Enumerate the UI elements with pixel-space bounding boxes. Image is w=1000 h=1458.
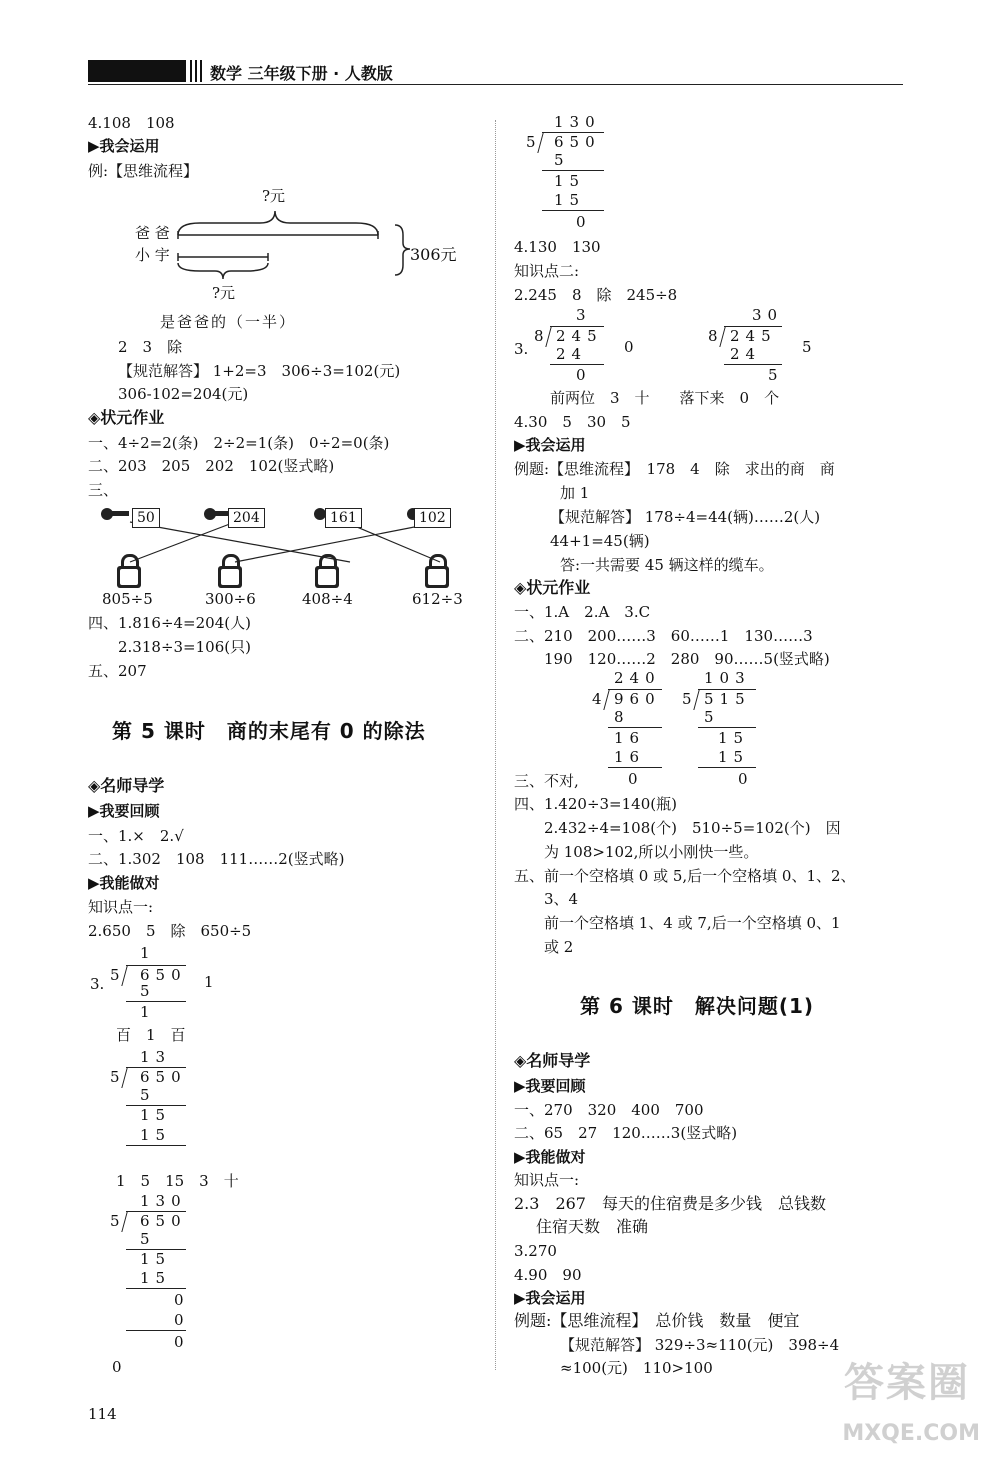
dividend: 960 [614, 690, 661, 708]
answer-line: 一、270 320 400 700 [514, 1101, 704, 1119]
division-rule [698, 727, 756, 728]
dividend: 515 [704, 690, 751, 708]
remainder-row: 0 [576, 213, 592, 231]
remainder-row: 15 [554, 172, 586, 190]
answer-line: 4.108 108 [88, 114, 175, 132]
quotient: 103 [704, 669, 751, 687]
remainder-row: 5 [554, 151, 570, 169]
divisor: 5 [110, 1212, 126, 1230]
answer-line: 3. [514, 340, 529, 358]
diagram-label: ?元 [262, 187, 286, 205]
answer-line: 答:一共需要 45 辆这样的缆车。 [560, 556, 774, 574]
answer-line: 五、207 [88, 662, 147, 680]
answer-line: 二、203 205 202 102(竖式略) [88, 457, 335, 475]
answer-line: 2 3 除 [118, 338, 183, 356]
diagram-note: 是爸爸的（一半） [160, 313, 297, 331]
remainder-row: 15 [718, 748, 750, 766]
answer-line: 前一个空格填 1、4 或 7,后一个空格填 0、1 [544, 914, 841, 932]
division-rule [126, 1001, 186, 1002]
lock-icon [218, 566, 242, 588]
diagram-label: ?元 [212, 284, 236, 302]
answer-line: ≈100(元) 110>100 [560, 1359, 713, 1377]
answer-line: 3. [90, 975, 105, 993]
quotient: 13 [140, 1048, 172, 1066]
section-heading: ▶我能做对 [88, 874, 160, 892]
answer-line: 二、65 27 120……3(竖式略) [514, 1124, 738, 1142]
answer-line: 例题:【思维流程】 178 4 除 求出的商 商 [514, 460, 835, 478]
quotient: 3 [576, 306, 592, 324]
quotient: 130 [554, 113, 601, 131]
answer-line: 一、1.A 2.A 3.C [514, 603, 651, 621]
header-tick [200, 60, 202, 82]
dividend: 650 [140, 1212, 187, 1230]
answer-line: 二、1.302 108 111……2(竖式略) [88, 850, 345, 868]
side-value: 0 [624, 338, 634, 356]
divisor: 5 [110, 966, 126, 984]
lock-expression: 612÷3 [412, 590, 463, 608]
section-heading: ▶我能做对 [514, 1148, 586, 1166]
remainder-row: 16 [614, 729, 646, 747]
dividend: 650 [554, 133, 601, 151]
answer-line: 2.245 8 除 245÷8 [514, 286, 678, 304]
header-rule [88, 84, 903, 85]
key-value: 161 [325, 508, 362, 528]
remainder-row: 5 [704, 708, 720, 726]
answer-line: 例题:【思维流程】 总价钱 数量 便宜 [514, 1311, 800, 1330]
quotient: 30 [752, 306, 784, 324]
answer-line: 二、210 200……3 60……1 130……3 [514, 627, 813, 645]
division-rule [608, 727, 662, 728]
divisor: 5 [526, 133, 542, 151]
answer-line: 190 120……2 280 90……5(竖式略) [544, 650, 830, 668]
remainder-row: 24 [556, 345, 588, 363]
answer-line: 4.90 90 [514, 1266, 582, 1284]
division-rule [542, 170, 604, 171]
remainder-row: 0 [174, 1291, 190, 1309]
quotient: 240 [614, 669, 661, 687]
answer-line: 三、 [88, 481, 119, 499]
section-heading: ◈状元作业 [514, 578, 591, 597]
watermark-logo: 答案圈 [844, 1360, 970, 1406]
answer-line: 3.270 [514, 1242, 557, 1260]
answer-line: 知识点一: [88, 898, 154, 916]
answer-line: 【规范解答】 329÷3≈110(元) 398÷4 [560, 1336, 840, 1354]
lock-icon [425, 566, 449, 588]
remainder-row: 0 [628, 770, 644, 788]
divisor: 8 [534, 327, 550, 345]
answer-line: 一、4÷2=2(条) 2÷2=1(条) 0÷2=0(条) [88, 434, 390, 452]
answer-line: 0 [112, 1358, 122, 1376]
side-value: 1 [204, 973, 214, 991]
remainder-row: 15 [554, 191, 586, 209]
answer-line: 4.130 130 [514, 238, 601, 256]
header-tick [190, 60, 192, 82]
division-rule [724, 364, 782, 365]
section-heading: ▶我会运用 [88, 137, 160, 155]
remainder-row: 0 [174, 1311, 190, 1329]
lock-expression: 300÷6 [205, 590, 256, 608]
header-black-bar [88, 60, 186, 82]
remainder-row: 0 [576, 366, 592, 384]
answer-line: 知识点一: [514, 1171, 580, 1189]
header-title: 数学 三年级下册 · 人教版 [210, 64, 393, 83]
remainder-row: 5 [140, 1230, 156, 1248]
remainder-row: 15 [140, 1106, 172, 1124]
remainder-row: 8 [614, 708, 630, 726]
answer-line: 2.650 5 除 650÷5 [88, 922, 252, 940]
answer-line: 三、不对, [514, 772, 579, 790]
division-rule [698, 767, 756, 768]
key-value: 204 [228, 508, 265, 528]
division-rule [542, 210, 604, 211]
answer-line: 3、4 [544, 890, 579, 908]
answer-line: 1 5 15 3 十 [116, 1172, 239, 1190]
section-heading: ▶我会运用 [514, 1289, 586, 1307]
divisor: 8 [708, 327, 724, 345]
section-heading: ◈状元作业 [88, 408, 165, 427]
dividend: 650 [140, 966, 187, 984]
remainder-row: 15 [718, 729, 750, 747]
page-number: 114 [88, 1405, 117, 1423]
answer-line: 四、1.816÷4=204(人) [88, 614, 251, 632]
remainder-row: 15 [140, 1126, 172, 1144]
key-value: 50 [132, 508, 160, 528]
lock-expression: 805÷5 [102, 590, 153, 608]
answer-line: 4.30 5 30 5 [514, 413, 631, 431]
dividend: 650 [140, 1068, 187, 1086]
lock-icon [117, 566, 141, 588]
lock-icon [315, 566, 339, 588]
answer-line: 知识点二: [514, 262, 580, 280]
answer-line: 前两位 3 十 落下来 0 个 [550, 389, 780, 407]
quotient: 1 [140, 944, 156, 962]
chapter-title: 第 6 课时 解决问题(1) [580, 994, 815, 1018]
answer-line: 306-102=204(元) [118, 385, 249, 403]
dividend: 245 [556, 327, 603, 345]
answer-line: 为 108>102,所以小刚快一些。 [544, 843, 759, 861]
quotient: 130 [140, 1192, 187, 1210]
side-value: 5 [802, 338, 812, 356]
remainder-row: 1 [140, 1003, 156, 1021]
answer-line: 2.3 267 每天的住宿费是多少钱 总钱数 [514, 1194, 826, 1213]
answer-line: 加 1 [560, 484, 590, 502]
section-heading: ◈名师导学 [514, 1051, 591, 1070]
divisor: 5 [110, 1068, 126, 1086]
remainder-row: 15 [140, 1250, 172, 1268]
division-rule [126, 1145, 186, 1146]
remainder-row: 0 [174, 1333, 190, 1351]
answer-line: 例:【思维流程】 [88, 162, 199, 180]
answer-line: 住宿天数 准确 [536, 1217, 649, 1236]
header-tick [195, 60, 197, 82]
lock-expression: 408÷4 [302, 590, 353, 608]
answer-line: 2.432÷4=108(个) 510÷5=102(个) 因 [544, 819, 841, 837]
divisor: 5 [682, 690, 698, 708]
answer-line: 五、前一个空格填 0 或 5,后一个空格填 0、1、2、 [514, 867, 856, 885]
answer-line: 或 2 [544, 938, 574, 956]
answer-line: 四、1.420÷3=140(瓶) [514, 795, 677, 813]
diagram-label-dad: 爸 爸 [135, 224, 170, 242]
division-rule [126, 1288, 186, 1289]
answer-line: 一、1.× 2.√ [88, 827, 184, 845]
remainder-row: 24 [730, 345, 762, 363]
remainder-row: 5 [140, 1086, 156, 1104]
remainder-row: 5 [140, 982, 156, 1000]
divisor: 4 [592, 690, 608, 708]
answer-line: 2.318÷3=106(只) [118, 638, 251, 656]
section-heading: ▶我会运用 [514, 436, 586, 454]
section-heading: ▶我要回顾 [88, 802, 160, 820]
answer-line: 44+1=45(辆) [550, 532, 650, 550]
division-rule [608, 767, 662, 768]
diagram-label-xiaoyu: 小 宇 [135, 246, 170, 264]
remainder-row: 5 [768, 366, 784, 384]
key-value: 102 [414, 508, 451, 528]
remainder-row: 16 [614, 748, 646, 766]
column-divider [495, 120, 496, 1370]
remainder-row: 15 [140, 1269, 172, 1287]
section-heading: ▶我要回顾 [514, 1077, 586, 1095]
dividend: 245 [730, 327, 777, 345]
answer-line: 【规范解答】 1+2=3 306÷3=102(元) [118, 362, 401, 380]
answer-line: 百 1 百 [116, 1026, 186, 1044]
answer-line: 【规范解答】 178÷4=44(辆)……2(人) [550, 508, 821, 526]
division-rule [126, 1330, 186, 1331]
chapter-title: 第 5 课时 商的末尾有 0 的除法 [112, 719, 426, 743]
watermark-url: MXQE.COM [842, 1421, 980, 1446]
section-heading: ◈名师导学 [88, 776, 165, 795]
diagram-label-total: 306元 [410, 245, 457, 264]
remainder-row: 0 [738, 770, 754, 788]
division-rule [550, 364, 604, 365]
